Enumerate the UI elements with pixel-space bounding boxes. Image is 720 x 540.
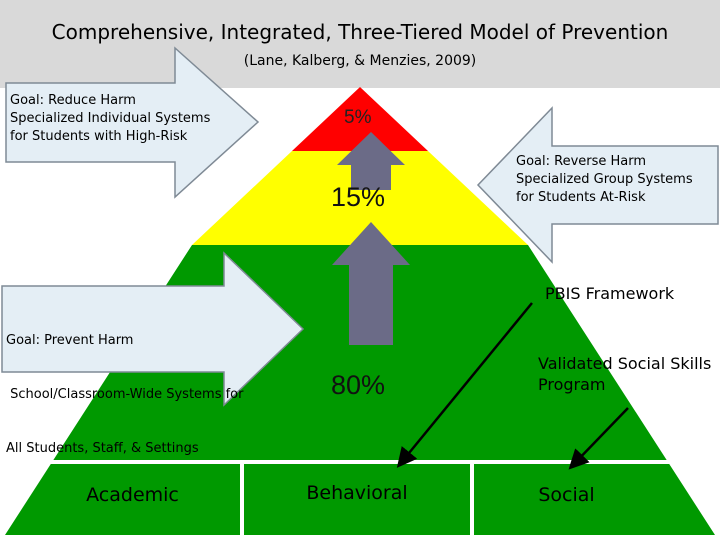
social-skills-line-2: Program bbox=[538, 375, 606, 394]
pbis-framework-label: PBIS Framework bbox=[545, 284, 675, 303]
callout-high-risk-line-1: Goal: Reduce Harm bbox=[10, 93, 136, 108]
diagram-subtitle: (Lane, Kalberg, & Menzies, 2009) bbox=[243, 53, 477, 69]
callout-at-risk-line-3: for Students At-Risk bbox=[516, 190, 646, 205]
diagram-title: Comprehensive, Integrated, Three-Tiered Model of Prevention bbox=[51, 20, 669, 44]
social-skills-label bbox=[538, 353, 711, 395]
callout-all-students-line-2: School/Classroom-Wide Systems for bbox=[6, 387, 244, 402]
callout-at-risk-line-1: Goal: Reverse Harm bbox=[516, 154, 647, 169]
tier-top-percent: 5% bbox=[344, 107, 372, 128]
callout-high-risk-text bbox=[10, 92, 210, 146]
callout-all-students-line-3: All Students, Staff, & Settings bbox=[6, 441, 199, 456]
callout-all-students-text bbox=[6, 296, 244, 476]
callout-high-risk-line-3: for Students with High-Risk bbox=[10, 129, 188, 144]
social-skills-line-1: Validated Social Skills bbox=[538, 354, 712, 373]
callout-at-risk-line-2: Specialized Group Systems bbox=[516, 172, 693, 187]
tier-bottom-percent: 80% bbox=[331, 370, 386, 400]
callout-at-risk-text bbox=[516, 153, 693, 207]
callout-high-risk-line-2: Specialized Individual Systems bbox=[10, 111, 211, 126]
base-label-behavioral: Behavioral bbox=[306, 482, 408, 504]
base-label-social: Social bbox=[538, 484, 595, 506]
tier-middle-percent: 15% bbox=[331, 182, 386, 212]
base-label-academic: Academic bbox=[86, 484, 179, 506]
callout-all-students-line-1: Goal: Prevent Harm bbox=[6, 333, 134, 348]
